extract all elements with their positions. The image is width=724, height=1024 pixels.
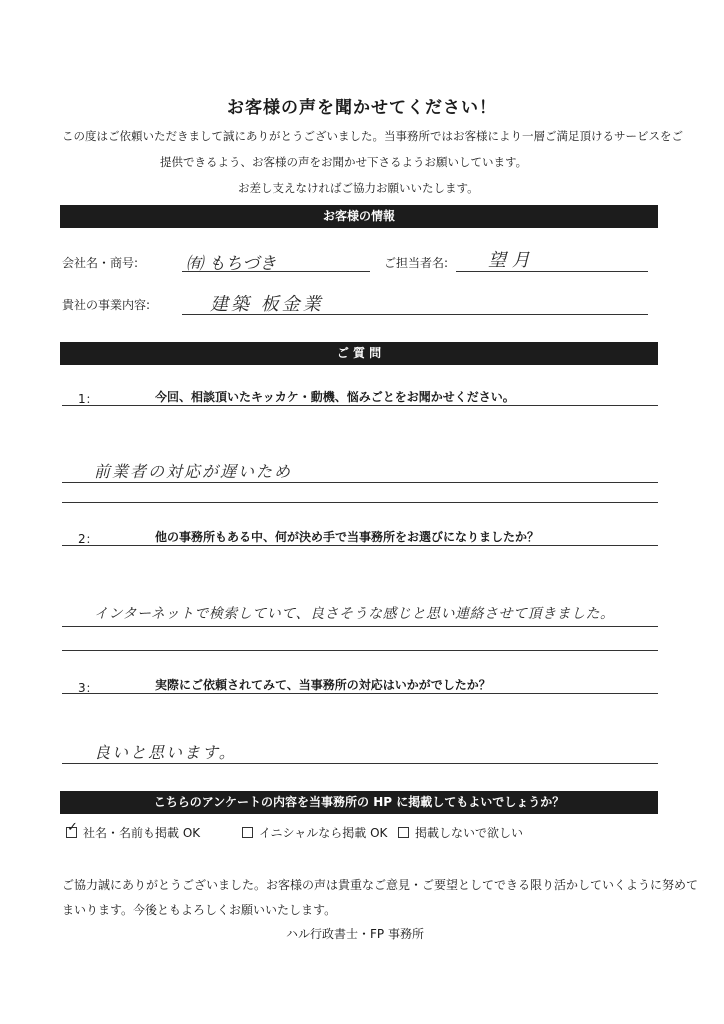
closing-line-2: まいります。今後ともよろしくお願いいたします。: [62, 903, 337, 917]
option-publish-initials-label: イニシャルなら掲載 OK: [259, 826, 388, 840]
question-1-line: [62, 405, 658, 406]
company-label: 会社名・商号:: [62, 256, 139, 270]
customer-info-header: お客様の情報: [60, 205, 658, 228]
question-2-line: [62, 545, 658, 546]
business-underline: [182, 314, 648, 315]
option-publish-full[interactable]: [66, 820, 201, 841]
question-3-line: [62, 693, 658, 694]
question-1-text: 今回、相談頂いたキッカケ・動機、悩みごとをお聞かせください。: [155, 390, 515, 404]
question-2-text: 他の事務所もある中、何が決め手で当事務所をお選びになりましたか？: [155, 530, 540, 544]
intro-line-2: 提供できるよう、お客様の声をお聞かせ下さるようお願いしています。: [160, 155, 528, 169]
intro-line-1: この度はご依頼いただきまして誠にありがとうございました。当事務所ではお客様により一層ご満足頂けるサービスをご: [62, 129, 683, 143]
option-no-publish[interactable]: [398, 824, 523, 841]
option-publish-full-checkbox[interactable]: [66, 820, 78, 838]
contact-value: 望 月: [488, 250, 530, 271]
intro-line-3: お差し支えなければご協力お願いいたします。: [238, 181, 479, 195]
option-publish-full-label: 社名・名前も掲載 OK: [83, 826, 201, 840]
option-publish-initials-checkbox[interactable]: [242, 827, 253, 838]
question-2-number: 2：: [78, 532, 98, 546]
question-3-text: 実際にご依頼されてみて、当事務所の対応はいかがでしたか？: [155, 678, 491, 692]
question-1-number: 1：: [78, 392, 98, 406]
option-no-publish-label: 掲載しないで欲しい: [415, 826, 524, 840]
contact-label: ご担当者名:: [384, 256, 449, 270]
answer-2-line-2: [62, 650, 658, 651]
answer-2: インターネットで検索していて、良さそうな感じと思い連絡させて頂きました。: [94, 606, 615, 622]
office-name: ハル行政書士・FP 事務所: [286, 927, 424, 941]
answer-1-line: [62, 482, 658, 483]
business-value: 建築 板金業: [210, 294, 324, 315]
answer-1-line-2: [62, 502, 658, 503]
business-label: 貴社の事業内容:: [62, 298, 151, 312]
question-3-number: 3：: [78, 681, 98, 695]
company-underline: [182, 271, 370, 272]
publish-header: こちらのアンケートの内容を当事務所の HP に掲載してもよいでしょうか？: [60, 791, 658, 814]
option-publish-initials[interactable]: [242, 824, 387, 841]
check-mark-icon: ✓: [67, 820, 78, 835]
answer-2-line: [62, 626, 658, 627]
answer-3: 良いと思います。: [94, 743, 237, 762]
page-title: お客様の声を聞かせてください！: [227, 98, 497, 118]
contact-underline: [456, 271, 648, 272]
questions-header: ご 質 問: [60, 342, 658, 365]
answer-3-line: [62, 763, 658, 764]
answer-1: 前業者の対応が遅いため: [94, 462, 293, 481]
company-value: ㈲ もちづき: [186, 254, 277, 274]
closing-line-1: ご協力誠にありがとうございました。お客様の声は貴重なご意見・ご要望としてできる限り活かしていくように努めて: [62, 878, 699, 892]
option-no-publish-checkbox[interactable]: [398, 827, 409, 838]
